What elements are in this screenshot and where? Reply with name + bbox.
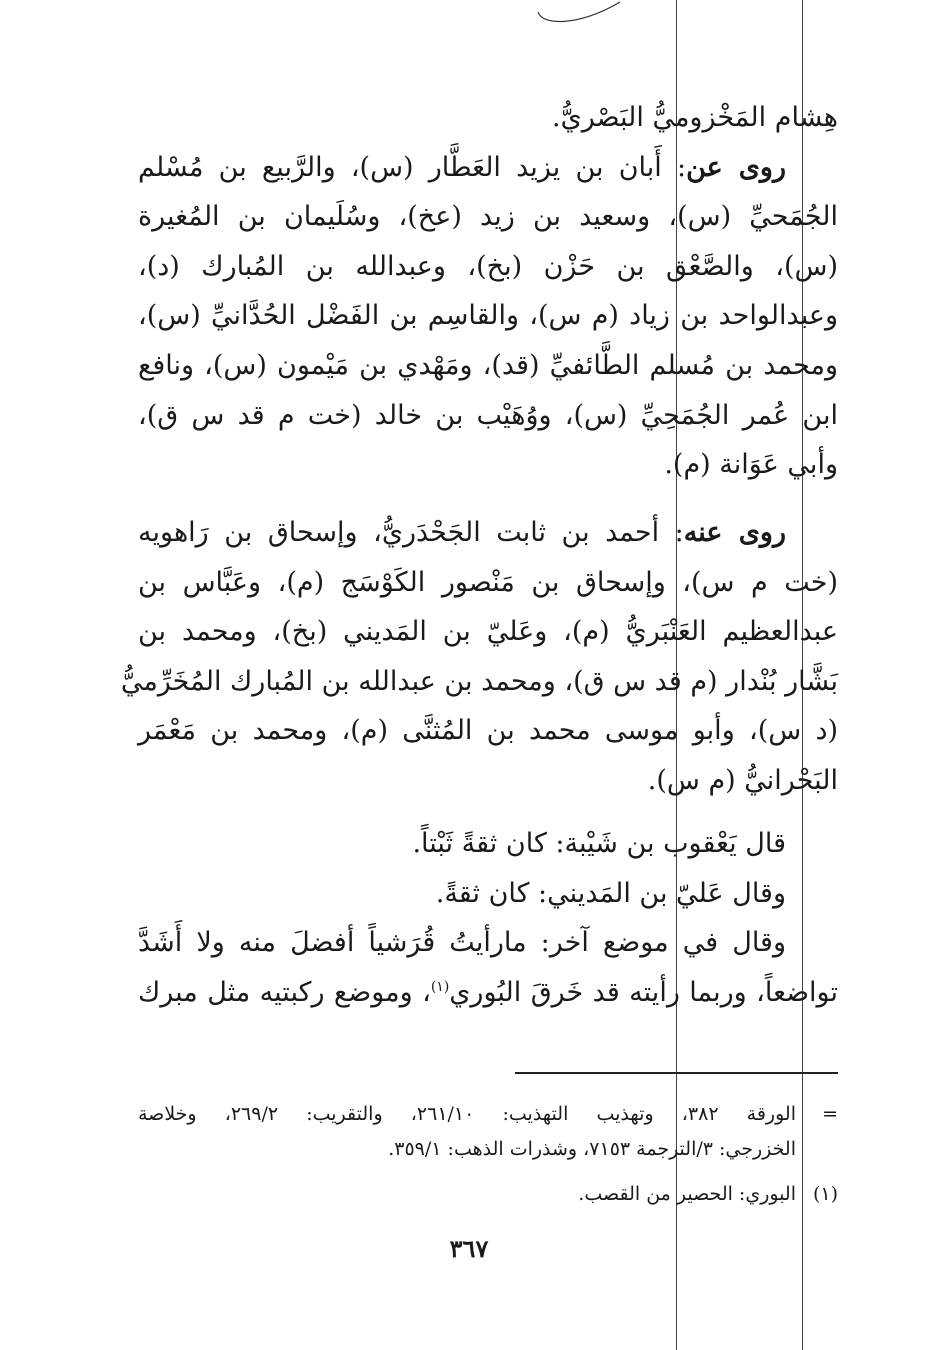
footnote-reference[interactable]: (١): [430, 978, 450, 995]
footnote-1: [138, 1177, 838, 1212]
text-line: هِشام المَخْزوميُّ البَصْريُّ.: [551, 102, 838, 133]
footnote-divider: [515, 1072, 838, 1074]
continuation-mark: =: [822, 1103, 838, 1125]
text-line: (س)، والصَّعْق بن حَزْن (بخ)، وعبدالله بن المُبارك (د)،: [138, 250, 838, 282]
footnote-continuation: [138, 1097, 838, 1167]
paragraph-narrators-to: [120, 508, 838, 806]
page-number: ٣٦٧: [449, 1234, 489, 1263]
section-label: روى عنه: [683, 517, 786, 548]
text-line-with-label: روى عن: أَبان بن يزيد العَطَّار (س)، والرَّبيع بن مُسْلم: [138, 151, 787, 183]
text-line: ومحمد بن مُسلم الطَّائفيِّ (قد)، ومَهْدي بن مَيْمون (س)، ونافع: [138, 349, 838, 381]
text-line: بَشَّار بُنْدار (م قد س ق)، ومحمد بن عبدالله بن المُبارك المُخَرِّميُّ: [120, 665, 838, 697]
text-line: وعبدالواحد بن زياد (م س)، والقاسِم بن الفَضْل الحُدَّانيِّ (س)،: [138, 300, 838, 332]
footnote-line: الورقة ٣٨٢، وتهذيب التهذيب: ٢٦١/١٠، والتقريب: ٢٦٩/٢، وخلاصة: [138, 1103, 796, 1125]
footnote-line: البوري: الحصير من القصب.: [578, 1183, 796, 1205]
text-line: أَبان بن يزيد العَطَّار (س)، والرَّبيع بن مُسْلم: [138, 151, 662, 183]
text-line: الجُمَحيِّ (س)، وسعيد بن زيد (عخ)، وسُلَيمان بن المُغيرة: [138, 201, 838, 233]
paragraph-opinions: [138, 819, 838, 1017]
text-line: وقال عَليّ بن المَديني: كان ثقةً.: [435, 877, 786, 909]
text-line: تواضعاً، وربما رأيته قد خَرقَ البُوري: [449, 976, 838, 1008]
text-line-with-footnote: [138, 968, 838, 1018]
text-line: قال يَعْقوب بن شَيْبة: كان ثقةً ثَبْتاً.: [412, 828, 786, 859]
text-line: (د س)، وأبو موسى محمد بن المُثنَّى (م)، ومحمد بن مَعْمَر: [138, 715, 838, 747]
footnote-line: الخزرجي: ٣/الترجمة ٧١٥٣، وشذرات الذهب: ٣٥٩/١.: [388, 1138, 796, 1160]
footnote-number: (١): [812, 1183, 838, 1205]
text-line: وقال في موضع آخر: مارأيتُ قُرَشياً أفضلَ منه ولا أَشَدَّ: [138, 927, 786, 959]
paragraph-narrators-from: [138, 93, 838, 490]
section-label: روى عن: [686, 151, 787, 183]
footnotes: [138, 1097, 838, 1212]
text-line: عبدالعظيم العَنْبَريُّ (م)، وعَليّ بن المَديني (بخ)، ومحمد بن: [138, 616, 838, 648]
text-line: ، وموضع ركبتيه مثل مبرك: [138, 976, 431, 1008]
text-line: (خت م س)، وإسحاق بن مَنْصور الكَوْسَج (م)، وعَبَّاس بن: [138, 566, 838, 598]
text-line: : أحمد بن ثابت الجَحْدَريُّ، وإسحاق بن رَاهويه: [138, 517, 684, 548]
text-line: وأبي عَوَانة (م).: [664, 449, 838, 481]
text-line-with-label: [138, 508, 838, 558]
scan-mark-curve: [520, 0, 630, 30]
text-line: ابن عُمر الجُمَحِيِّ (س)، ووُهَيْب بن خالد (خت م قد س ق)،: [138, 399, 838, 431]
text-line: البَحْرانيُّ (م س).: [647, 764, 838, 796]
